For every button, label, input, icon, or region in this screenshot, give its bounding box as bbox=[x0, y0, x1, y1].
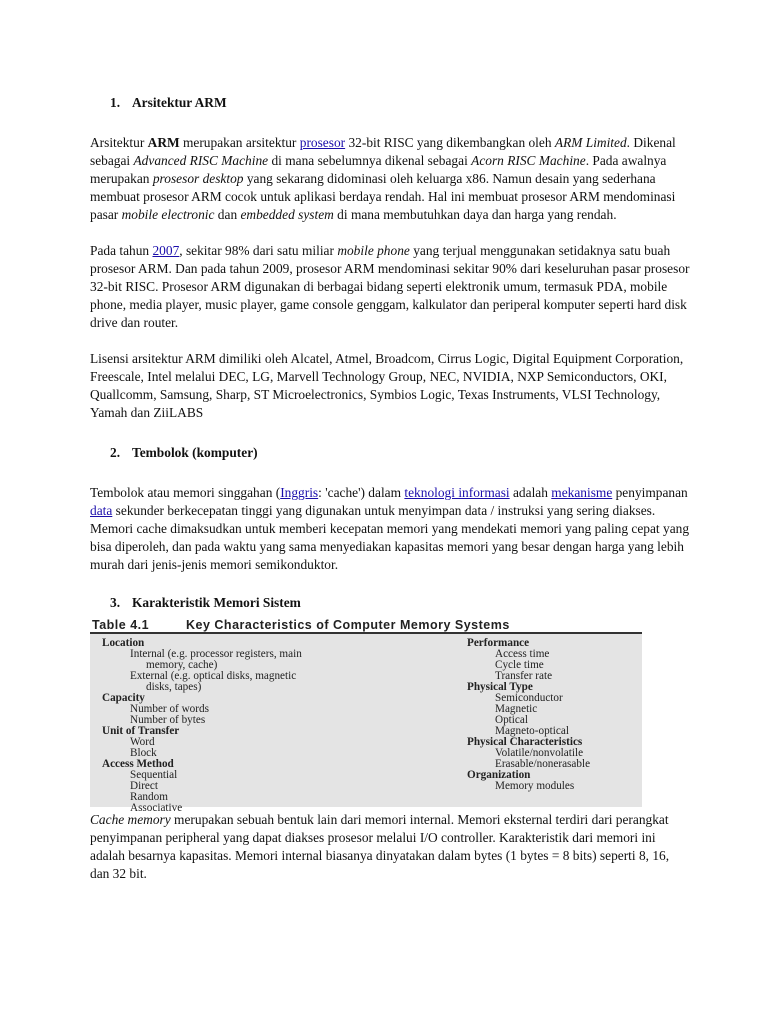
table-category: Access Method bbox=[102, 758, 174, 770]
table-item: Semiconductor bbox=[495, 692, 563, 704]
table-item: External (e.g. optical disks, magnetic bbox=[130, 670, 297, 682]
table-category: Organization bbox=[467, 769, 531, 781]
section-heading-cache bbox=[90, 444, 690, 462]
table-title: Key Characteristics of Computer Memory Systems bbox=[186, 618, 510, 632]
table-item: Magnetic bbox=[495, 703, 538, 715]
table-item: Internal (e.g. processor registers, main bbox=[130, 648, 302, 660]
paragraph-arm-market bbox=[90, 242, 690, 332]
section-heading-arm bbox=[90, 94, 690, 112]
text-run: di mana membutuhkan daya dan harga yang rendah. bbox=[333, 207, 617, 222]
table-item: Word bbox=[130, 736, 155, 748]
text-run: . Dikenal sebagai bbox=[90, 135, 676, 168]
table-item: Sequential bbox=[130, 769, 178, 781]
text-run: , sekitar 98% dari satu miliar bbox=[179, 243, 338, 258]
table-item: Cycle time bbox=[495, 659, 544, 671]
text-run: Arsitektur bbox=[90, 135, 148, 150]
bold-text: ARM bbox=[147, 135, 180, 150]
table-category: Physical Type bbox=[467, 681, 533, 693]
italic-text: Cache memory bbox=[90, 812, 171, 827]
section-title: Karakteristik Memori Sistem bbox=[132, 595, 301, 610]
italic-text: Acorn RISC Machine bbox=[471, 153, 586, 168]
link-2007[interactable]: 2007 bbox=[152, 243, 180, 258]
table-item: Number of words bbox=[130, 703, 209, 715]
table-item: Memory modules bbox=[495, 780, 575, 792]
italic-text: Advanced RISC Machine bbox=[133, 153, 269, 168]
table-item: Block bbox=[130, 747, 157, 759]
table-item: Optical bbox=[495, 714, 528, 726]
section-number: 2. bbox=[110, 445, 121, 460]
italic-text: mobile electronic bbox=[121, 207, 215, 222]
text-run: merupakan arsitektur bbox=[179, 135, 300, 150]
section-title: Arsitektur ARM bbox=[132, 95, 227, 110]
section-number: 1. bbox=[110, 95, 121, 110]
text-run: Tembolok atau memori singgahan ( bbox=[90, 485, 281, 500]
link-data[interactable]: data bbox=[90, 503, 113, 518]
italic-text: mobile phone bbox=[337, 243, 410, 258]
link-mekanisme[interactable]: mekanisme bbox=[551, 485, 613, 500]
table-item: Associative bbox=[130, 802, 183, 814]
text-run: : 'cache') dalam bbox=[318, 485, 405, 500]
italic-text: ARM Limited bbox=[554, 135, 627, 150]
text-run: di mana sebelumnya dikenal sebagai bbox=[268, 153, 472, 168]
table-category: Performance bbox=[467, 637, 530, 649]
text-run: yang sekarang didominasi oleh keluarga x86. Namun desain yang sederhana membuat prosesor ARM cocok untuk aplikasi berdaya rendah. Hal ini membuat prosesor ARM mendominasi pasar bbox=[90, 171, 676, 222]
text-run: adalah bbox=[509, 485, 552, 500]
text-run: dan bbox=[214, 207, 241, 222]
table-column-right bbox=[467, 638, 637, 792]
section-heading-memory bbox=[90, 594, 690, 612]
text-run: penyimpanan bbox=[612, 485, 688, 500]
section-title: Tembolok (komputer) bbox=[132, 445, 258, 460]
paragraph-arm-intro bbox=[90, 134, 690, 224]
table-category: Physical Characteristics bbox=[467, 736, 583, 748]
table-item: Erasable/nonerasable bbox=[495, 758, 591, 770]
paragraph-arm-license: Lisensi arsitektur ARM dimiliki oleh Alcatel, Atmel, Broadcom, Cirrus Logic, Digital Equipment Corporation, Freescale, Intel melalui DEC, LG, Marvell Technology Group, NEC, NVIDIA, NXP Semiconductors, OKI, Quallcomm, Samsung, Sharp, ST Microelectronics, Symbios Logic, Texas Instruments, VLSI Technology, Yamah dan ZiiLABS bbox=[90, 351, 684, 420]
table-item: Magneto-optical bbox=[495, 725, 569, 737]
paragraph-cache bbox=[90, 484, 690, 574]
table-top-rule bbox=[90, 632, 642, 634]
table-item: Access time bbox=[495, 648, 550, 660]
italic-text: embedded system bbox=[240, 207, 334, 222]
table-item: Volatile/nonvolatile bbox=[495, 747, 584, 759]
table-item: Transfer rate bbox=[495, 670, 553, 682]
table-item: Direct bbox=[130, 780, 158, 792]
italic-text: prosesor desktop bbox=[152, 171, 244, 186]
table-category: Location bbox=[102, 637, 145, 649]
memory-characteristics-table bbox=[90, 614, 642, 814]
table-item: Number of bytes bbox=[130, 714, 206, 726]
text-run: . Pada awalnya merupakan bbox=[90, 153, 667, 186]
text-run: merupakan sebuah bentuk lain dari memori internal. Memori eksternal terdiri dari perangkat penyimpanan peripheral yang dapat diakses prosesor melalui I/O controller. Karakteristik dari memori ini adalah besarnya kapasitas. Memori internal biasanya dinyatakan dalam bytes (1 bytes = 8 bits) seperti 8, 16, dan 32 bit. bbox=[90, 812, 670, 881]
table-item: memory, cache) bbox=[146, 659, 218, 671]
link-teknologi-informasi[interactable]: teknologi informasi bbox=[404, 485, 510, 500]
link-prosesor[interactable]: prosesor bbox=[299, 135, 346, 150]
document-body bbox=[90, 94, 690, 901]
text-run: sekunder berkecepatan tinggi yang digunakan untuk menyimpan data / instruksi yang sering diakses. Memori cache dimaksudkan untuk memberi kecepatan memori yang mendekati memori yang paling cepat yang bisa diperoleh, dan pada waktu yang sama menyediakan kapasitas memori yang besar dengan harga yang lebih murah dari jenis-jenis memori semikonduktor. bbox=[90, 503, 690, 572]
text-run: 32-bit RISC yang dikembangkan oleh bbox=[345, 135, 555, 150]
table-label: Table 4.1 bbox=[92, 618, 150, 632]
table-item: Random bbox=[130, 791, 168, 803]
table-category: Capacity bbox=[102, 692, 145, 704]
table-category: Unit of Transfer bbox=[102, 725, 180, 737]
section-number: 3. bbox=[110, 595, 121, 610]
text-run: Pada tahun bbox=[90, 243, 153, 258]
text-run: yang terjual menggunakan setidaknya satu buah prosesor ARM. Dan pada tahun 2009, prosesor ARM mendominasi sekitar 90% dari keseluruhan pasar prosesor 32-bit RISC. Prosesor ARM digunakan di berbagai bidang seperti elektronik umum, termasuk PDA, mobile phone, media player, music player, game console genggam, kalkulator dan periperal komputer seperti hard disk drive dan router. bbox=[90, 243, 690, 330]
table-column-left bbox=[102, 638, 402, 814]
paragraph-cache-memory bbox=[90, 811, 690, 883]
table-caption bbox=[90, 614, 642, 632]
table-item: disks, tapes) bbox=[146, 681, 202, 693]
link-inggris[interactable]: Inggris bbox=[280, 485, 319, 500]
